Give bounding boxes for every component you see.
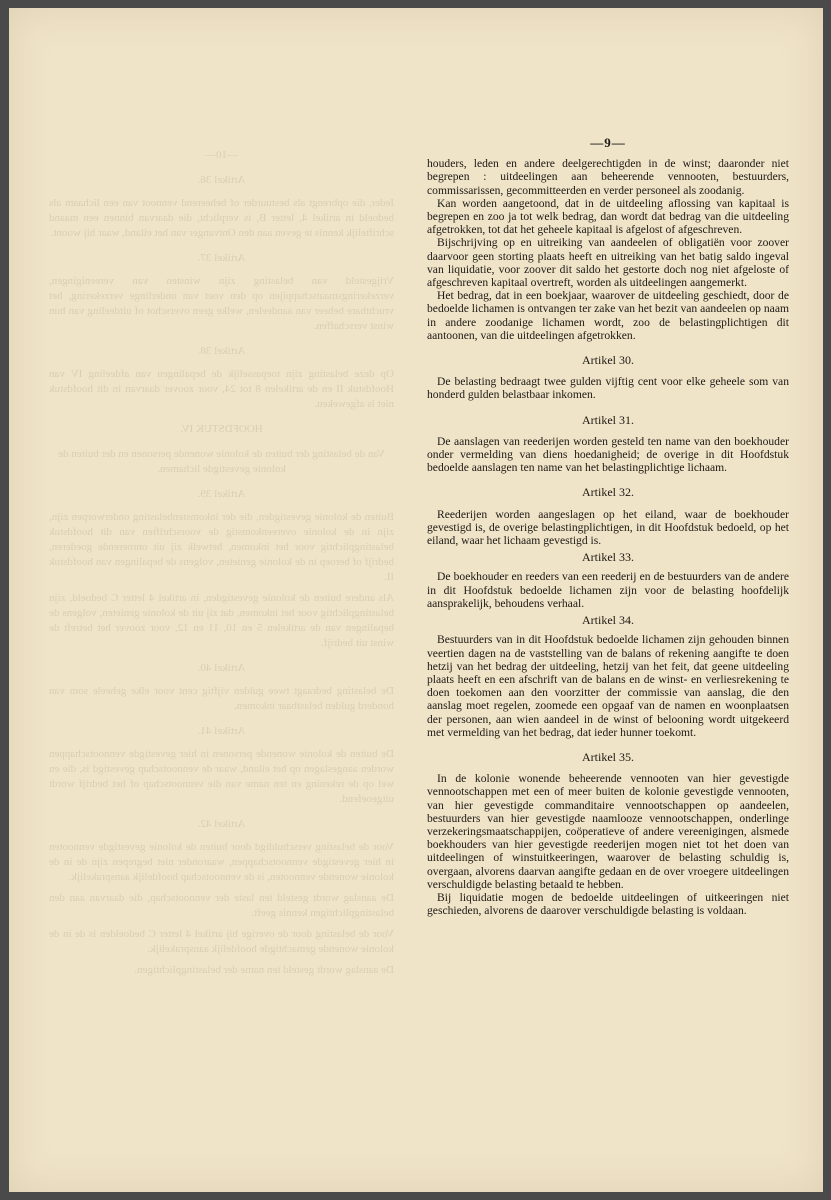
article-33-text: De boekhouder en reeders van een reederij en de bestuurders van de andere in dit Hoofdstuk bedoelde lichamen zijn voor de belasting hoofdelijk aansprakelijk, behoudens verhaal. bbox=[427, 570, 789, 610]
text-column bbox=[427, 136, 789, 917]
intro-paragraph-4: Het bedrag, dat in een boekjaar, waarover de uitdeeling geschiedt, door de bedoelde lichamen is ontvangen ter zake van het bezit van aandeelen op naam in andere zoodanige lichamen wordt, zoo de belastingplichtigen dit aantoonen, van die uitdeelingen afgetrokken. bbox=[427, 289, 789, 342]
show-through-bleed: —10— Artikel 36. Ieder, die opbrengt als bestuurder of beheerend vennoot van een lichaam als bedoeld in artikel 4, letter B, is verplicht, die daarvan binnen een maand schriftelijk kennis te geven aan den Ontvanger van het eiland, waar hij woont. Artikel 37. Vrijgesteld van belasting zijn winsten van vereenigingen, verzekeringsmaatschappijen op den voet van onderlinge verzekering, het vruchtbare beheer van aandeelen, welke geen overschot of uitdeeling van hun winst verschaffen. Artikel 38. Op deze belasting zijn toepasselijk de bepalingen van afdeeling IV van Hoofdstuk II en de artikelen 8 tot 24, voor zoover daarvan in dit hoofdstuk niet is afgeweken. HOOFDSTUK IV. Van de belasting der buiten de kolonie wonende personen en der buiten de kolonie gevestigde lichamen. Artikel 39. Buiten de kolonie gevestigden, die der inkomstenbelasting onderworpen zijn, zijn in de kolonie overeenkomstig de voorschriften van dit hoofdstuk belastingplichtig voor het inkomen, hetwelk zij uit onroerende goederen, bedrijf of beroep in de kolonie genieten, volgens de bepalingen van hoofdstuk II. Als andere buiten de kolonie gevestigden, in artikel 4 letter C bedoeld, zijn belastingplichtig voor het inkomen, dat zij uit de kolonie genieten, volgens de bepalingen van de artikelen 5 en 10, 11 en 12, voor zoover het betreft de winst uit bedrijf. Artikel 40. De belasting bedraagt twee gulden vijftig cent voor elke geheele som van honderd gulden belastbaar inkomen. Artikel 41. De buiten de kolonie wonende personen in hier gevestigde vennootschappen worden aangeslagen op het eiland, waar de vennootschap gevestigd is, die en wel op de rekening en ten name van die vennootschap of het bedrijf wordt uitgeoefend. Artikel 42. Voor de belasting verschuldigd door buiten de kolonie gevestigde vennooten in hier gevestigde vennootschappen, waaronder niet begrepen zijn de in de kolonie wonende vennooten, is de vennootschap hoofdelijk aansprakelijk. De aanslag wordt gesteld ten laste der vennootschap, die daarvan aan den belastingplichtigen kennis geeft. Voor de belasting door de overige bij artikel 4 letter C bedoelden is de in de kolonie wonende gemachtigde hoofdelijk aansprakelijk. De aanslag wordt gesteld ten name der belastingplichtigen. bbox=[49, 149, 394, 976]
article-31-title: Artikel 31. bbox=[582, 412, 634, 427]
intro-paragraph-3: Bijschrijving op en uitreiking van aandeelen of obligatiën voor zoover daarvoor geen storting plaats heeft en uitreiking van het batig saldo ingeval van liquidatie, voor zoover dit saldo het gestorte doch nog niet afgeloste of afgeschreven kapitaal overtreft, worden als uitdeelingen aangemerkt. bbox=[427, 236, 789, 290]
intro-paragraph-1: houders, leden en andere deelgerechtigden in de winst; daaronder niet begrepen : uitdeelingen aan beheerende vennooten, bestuurders, commissarissen, gecommitteerden en verder personeel als zoodanig. bbox=[427, 157, 789, 197]
document-page bbox=[9, 8, 823, 1192]
article-33-title: Artikel 33. bbox=[582, 550, 634, 565]
article-30-text: De belasting bedraagt twee gulden vijftig cent voor elke geheele som van honderd gulden belastbaar inkomen. bbox=[427, 375, 789, 402]
article-35-title: Artikel 35. bbox=[582, 749, 634, 764]
article-31-text: De aanslagen van reederijen worden gesteld ten name van den boekhouder onder vermelding van diens hoedanigheid; de overige in dit Hoofdstuk bedoelde aanslagen ten name van het belastingplichtige lichaam. bbox=[427, 434, 789, 475]
page-number: —9— bbox=[590, 135, 626, 150]
article-34-text: Bestuurders van in dit Hoofdstuk bedoelde lichamen zijn gehouden binnen veertien dagen na de vaststelling van de balans of rekening aangifte te doen hetzij van het bedrag der uitdeeling, hetzij van het feit, dat geene uitdeeling plaats heeft en een afschrift van de balans en de winst- en verliesrekening te doen toekomen aan den voorzitter der commissie van aanslag, die den aanslag moet regelen, zoomede een opgaaf van de namen en woonplaatsen der personen, aan wien aandeel in de winst of belooning wordt uitgekeerd met vermelding van het bedrag, dat ieder hunner toekomt. bbox=[427, 633, 789, 739]
article-35-text-2: Bij liquidatie mogen de bedoelde uitdeelingen of uitkeeringen niet geschieden, alvorens de daarover verschuldigde belasting is voldaan. bbox=[427, 890, 789, 918]
article-30-title: Artikel 30. bbox=[582, 353, 634, 368]
article-32-text: Reederijen worden aangeslagen op het eiland, waar de boekhouder gevestigd is, de overige belastingplichtigen, in dit Hoofdstuk bedoeld, op het eiland, waar het lichaam gevestigd is. bbox=[427, 507, 789, 548]
article-32-title: Artikel 32. bbox=[582, 485, 634, 500]
article-34-title: Artikel 34. bbox=[582, 613, 634, 628]
article-35-text-1: In de kolonie wonende beheerende vennooten van hier gevestigde vennootschappen met een of meer buiten de kolonie gevestigde vennooten, van hier gevestigde commanditaire vennootschappen op aandeelen, bestuurders van hier gevestigde naamlooze vennootschappen, onderlinge verzekeringsmaatschappijen, coöperatieve of andere vereenigingen, alsmede boekhouders van hier gevestigde reederijen mogen niet tot het doen van uitdeelingen of winstuitkeeringen, waarover de belasting schuldig is, overgaan, alvorens daarvan aangifte gedaan en de over vroegere uitdeelingen verschuldigde belasting betaald te hebben. bbox=[427, 772, 789, 891]
intro-paragraph-2: Kan worden aangetoond, dat in de uitdeeling aflossing van kapitaal is begrepen en zoo ja tot welk bedrag, dan wordt dat bedrag van die uitdeeling afgetrokken, tot dat het geheele kapitaal is afgelost of afgeschreven. bbox=[427, 196, 789, 237]
